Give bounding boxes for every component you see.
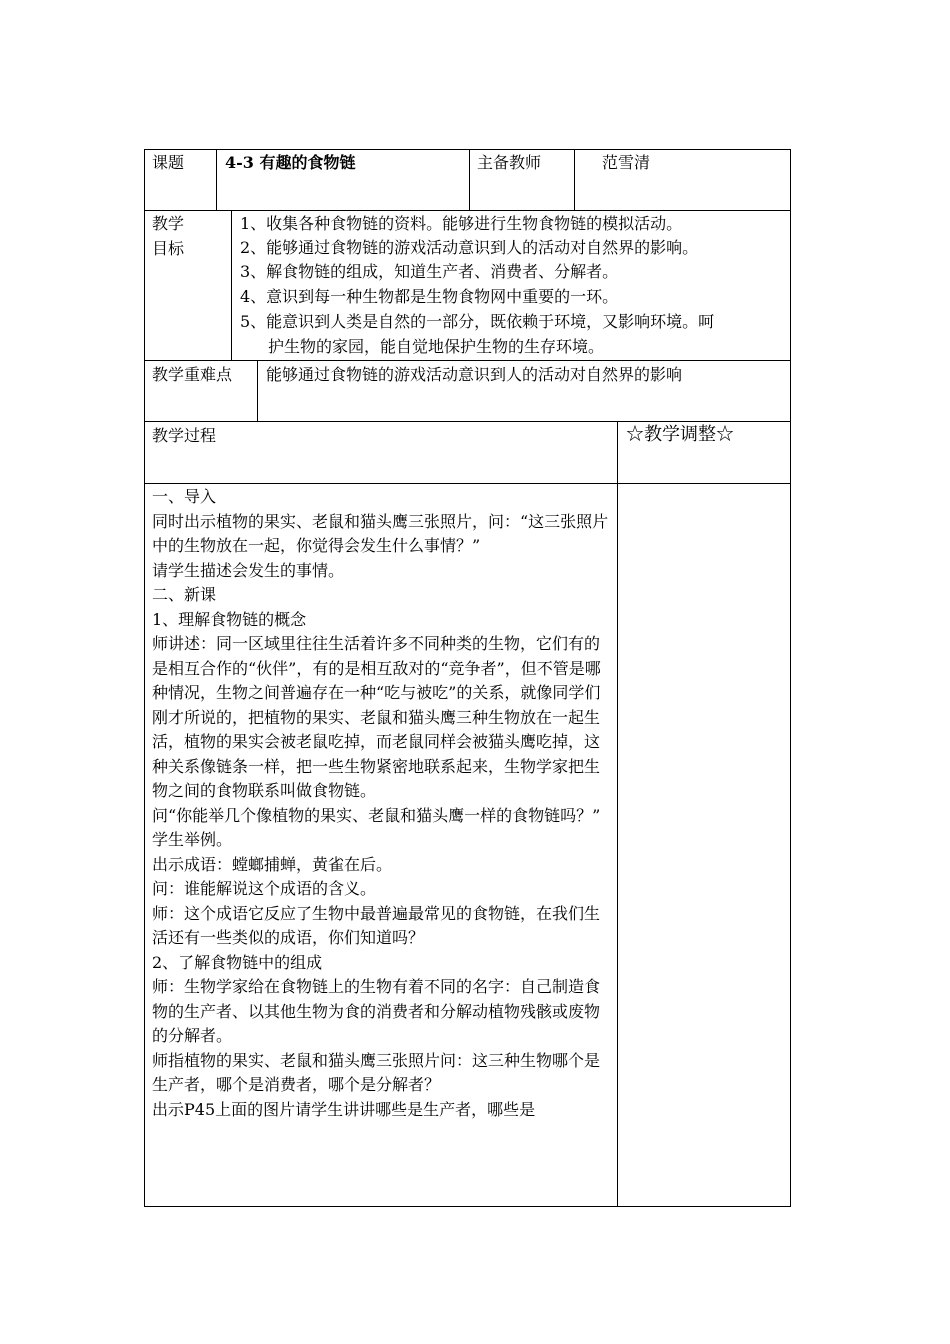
- process-line: 出示成语：螳螂捕蝉，黄雀在后。: [152, 854, 393, 874]
- col-divider-keypoints: [257, 360, 258, 421]
- process-line: 师：生物学家给在食物链上的生物有着不同的名字：自己制造食物的生产者、以其他生物为食的消费者和分解动植物残骸或废物的分解者。: [152, 977, 601, 1045]
- goal-item: 护生物的家园，能自觉地保护生物的生存环境。: [268, 337, 605, 356]
- row-divider-goals: [144, 360, 791, 361]
- process-line: 问“你能举几个像植物的果实、老鼠和猫头鹰一样的食物链吗？”: [152, 805, 601, 825]
- process-line: 一、导入: [152, 487, 217, 506]
- col-divider-topic: [216, 149, 217, 210]
- teacher-label: 主备教师: [477, 153, 542, 172]
- goals-label-line2: 目标: [152, 239, 185, 258]
- topic-label: 课题: [152, 153, 185, 172]
- process-line: 二、新课: [152, 585, 217, 604]
- process-line: 学生举例。: [152, 830, 233, 849]
- goal-item: 3、解食物链的组成，知道生产者、消费者、分解者。: [240, 262, 619, 281]
- process-line: 2、了解食物链中的组成: [152, 952, 323, 972]
- process-line: 师：这个成语它反应了生物中最普遍最常见的食物链，在我们生活还有一些类似的成语，你们知道吗？: [152, 903, 601, 947]
- teacher-value: 范雪清: [602, 153, 651, 172]
- adjust-label: ☆教学调整☆: [626, 424, 734, 445]
- process-line: 请学生描述会发生的事情。: [152, 560, 345, 580]
- goal-item: 5、能意识到人类是自然的一部分，既依赖于环境，又影响环境。呵: [240, 312, 715, 331]
- col-divider-adjust: [617, 421, 618, 1207]
- process-line: 问：谁能解说这个成语的含义。: [152, 879, 377, 898]
- process-line: 1、理解食物链的概念: [152, 609, 307, 629]
- goal-item: 4、意识到每一种生物都是生物食物网中重要的一环。: [240, 287, 619, 306]
- goal-item: 2、能够通过食物链的游戏活动意识到人的活动对自然界的影响。: [240, 238, 699, 257]
- keypoints-label: 教学重难点: [152, 365, 233, 384]
- goal-item: 1、收集各种食物链的资料。能够进行生物食物链的模拟活动。: [240, 214, 683, 233]
- process-line: 同时出示植物的果实、老鼠和猫头鹰三张照片，问：“这三张照片中的生物放在一起，你觉得会发生什么事情？”: [152, 511, 609, 555]
- process-line: 出示P45上面的图片请学生讲讲哪些是生产者，哪些是: [152, 1099, 536, 1119]
- col-divider-goals: [231, 210, 232, 360]
- process-line: 师指植物的果实、老鼠和猫头鹰三张照片问：这三种生物哪个是生产者，哪个是消费者，哪个是分解者？: [152, 1050, 601, 1094]
- row-divider-process-head: [144, 483, 791, 484]
- process-line: 师讲述：同一区域里往往生活着许多不同种类的生物，它们有的是相互合作的“伙伴”，有的是相互敌对的“竞争者”，但不管是哪种情况，生物之间普遍存在一种“吃与被吃”的关系，就像同学们刚才所说的，把植物的果实、老鼠和猫头鹰三种生物放在一起生活，植物的果实会被老鼠吃掉，而老鼠同样会被猫头鹰吃掉，这种关系像链条一样，把一些生物紧密地联系起来，生物学家把生物之间的食物联系叫做食物链。: [152, 634, 601, 800]
- keypoints-value: 能够通过食物链的游戏活动意识到人的活动对自然界的影响: [266, 365, 683, 384]
- row-divider-header: [144, 210, 791, 211]
- topic-value: 4-3 有趣的食物链: [225, 153, 356, 172]
- row-divider-keypoints: [144, 421, 791, 422]
- process-label: 教学过程: [152, 426, 217, 445]
- goals-label-line1: 教学: [152, 214, 185, 233]
- col-divider-teacher-label: [469, 149, 470, 210]
- col-divider-teacher-value: [574, 149, 575, 210]
- process-body: [152, 485, 614, 1122]
